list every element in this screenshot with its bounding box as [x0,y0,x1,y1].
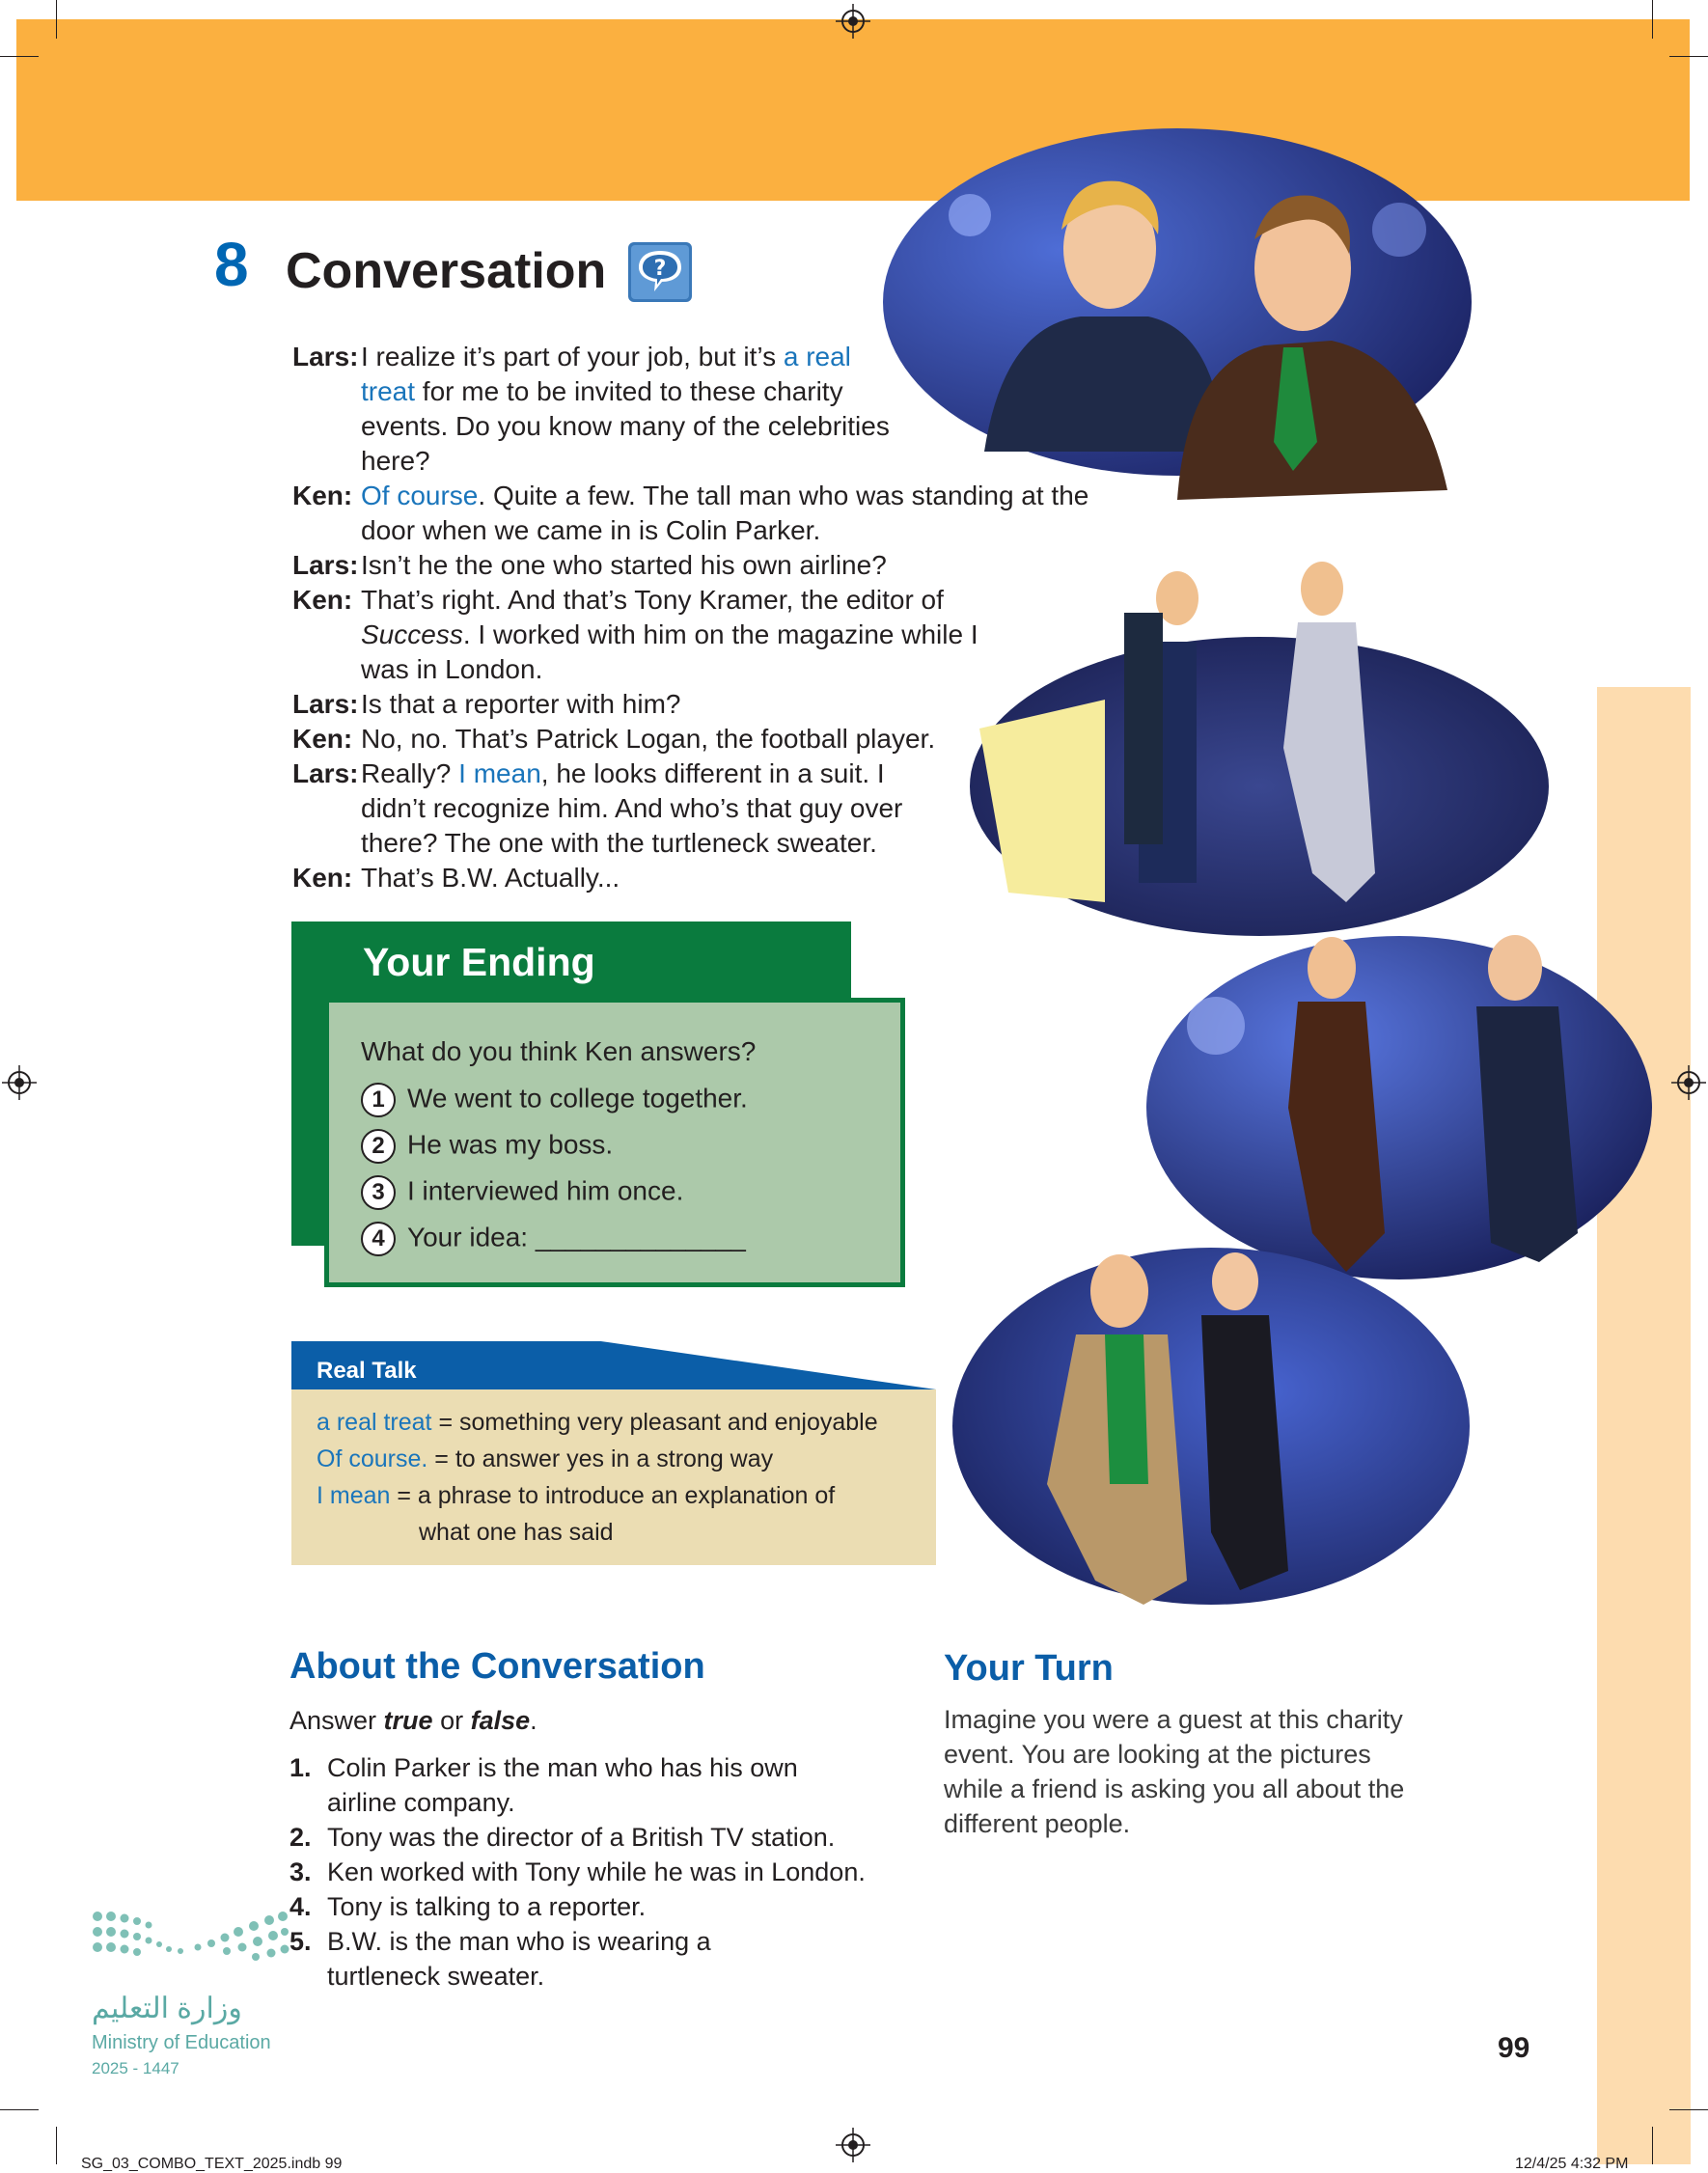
print-slug-date: 12/4/25 4:32 PM [1515,2156,1629,2172]
ending-prompt: What do you think Ken answers? [361,1036,757,1066]
dialogue-text: door when we came in is Colin Parker. [361,515,821,545]
ending-option[interactable] [361,1129,613,1164]
question-item [289,1750,907,1820]
ministry-year: 2025 - 1447 [92,2059,179,2077]
dialogue-line [289,756,1158,861]
crop-mark [1669,56,1708,57]
speech-bubble-question-icon[interactable] [627,241,693,303]
real-talk-definition: = a phrase to introduce an explanation of [390,1482,836,1509]
dialogue [289,340,1158,895]
ministry-english-name: Ministry of Education [92,2032,271,2053]
speaker-label: Lars: [292,342,359,371]
option-text: We went to college together. [407,1083,748,1114]
question-text: airline company. [327,1788,515,1817]
dialogue-text: Is that a reporter with him? [361,689,681,719]
about-instruction: Answer true or false. [289,1706,537,1735]
highlight-term: a real [783,342,851,371]
option-number: 2 [361,1129,396,1164]
option-text: Your idea: ______________ [407,1222,746,1252]
question-text: Tony is talking to a reporter. [327,1892,647,1921]
dialogue-text: was in London. [361,654,543,684]
question-number: 1. [289,1753,312,1782]
real-talk-definition: = to answer yes in a strong way [427,1445,774,1472]
dialogue-text: . Quite a few. The tall man who was standing at the [478,481,1089,510]
real-talk-entry [317,1482,835,1510]
speaker-label: Ken: [292,585,353,615]
crop-mark [0,56,39,57]
highlight-term: I mean [458,758,541,788]
question-text: turtleneck sweater. [327,1962,545,1991]
option-text: I interviewed him once. [407,1175,684,1206]
magazine-title: Success [361,619,463,649]
dialogue-text: for me to be invited to these charity [415,376,843,406]
section-number: 8 [214,230,249,299]
real-talk-continuation: what one has said [419,1519,614,1546]
question-text: Colin Parker is the man who has his own [327,1753,798,1782]
dialogue-text: No, no. That’s Patrick Logan, the football player. [361,724,936,754]
real-talk-term: I mean [317,1482,391,1509]
crop-mark [56,2127,57,2164]
speaker-label: Ken: [292,863,353,893]
dialogue-text: didn’t recognize him. And who’s that guy over [361,793,903,823]
real-talk-entry [317,1445,773,1473]
speaker-label: Lars: [292,550,359,580]
registration-mark-icon [836,2128,870,2162]
option-text: He was my boss. [407,1129,614,1160]
dialogue-text: Isn’t he the one who started his own airline? [361,550,887,580]
ending-option[interactable] [361,1222,746,1256]
print-slug-file: SG_03_COMBO_TEXT_2025.indb 99 [81,2156,343,2172]
dialogue-text: That’s right. And that’s Tony Kramer, the editor of [361,585,944,615]
illustration-athlete-and-editor [1143,915,1655,1281]
illustration-turtleneck-man [950,1243,1472,1609]
dialogue-line [289,340,1158,479]
registration-mark-icon [2,1065,37,1100]
crop-mark [56,0,57,39]
real-talk-entry [317,1409,878,1437]
question-item [289,1889,907,1924]
ministry-arabic-name: وزارة التعليم [92,1993,242,2024]
svg-text:?: ? [653,257,667,281]
dialogue-text: Really? [361,758,459,788]
ending-option[interactable] [361,1175,683,1210]
question-item [289,1820,907,1855]
crop-mark [0,2109,39,2110]
dialogue-text: That’s B.W. Actually... [361,863,620,893]
ministry-dots-icon [92,1909,289,1967]
crop-mark [1652,0,1653,39]
dialogue-line [289,687,1158,722]
question-text: B.W. is the man who is wearing a [327,1927,711,1956]
dialogue-text: events. Do you know many of the celebrities [361,411,890,441]
dialogue-line [289,583,1158,687]
about-title: About the Conversation [289,1646,705,1687]
dialogue-text: there? The one with the turtleneck sweater. [361,828,877,858]
question-text: Ken worked with Tony while he was in London. [327,1857,866,1886]
question-number: 4. [289,1892,312,1921]
highlight-term: treat [361,376,416,406]
dialogue-text: here? [361,446,430,476]
question-number: 3. [289,1857,312,1886]
speaker-label: Lars: [292,758,359,788]
dialogue-line [289,861,1158,895]
real-talk-term: a real treat [317,1409,432,1436]
question-number: 2. [289,1823,312,1852]
option-number: 4 [361,1222,396,1256]
question-item [289,1924,907,1994]
speaker-label: Ken: [292,724,353,754]
crop-mark [1652,2127,1653,2164]
dialogue-text: . I worked with him on the magazine while I [462,619,978,649]
dialogue-line [289,548,1158,583]
ending-option[interactable] [361,1083,748,1117]
section-title: Conversation [286,243,607,299]
option-number: 1 [361,1083,396,1117]
page-number: 99 [1498,2032,1530,2064]
dialogue-text: , he looks different in a suit. I [540,758,885,788]
ending-title: Your Ending [363,940,595,984]
registration-mark-icon [1671,1065,1706,1100]
real-talk-title: Real Talk [317,1358,417,1384]
dialogue-text: I realize it’s part of your job, but it’s [361,342,784,371]
question-item [289,1855,907,1889]
crop-mark [1669,2109,1708,2110]
option-number: 3 [361,1175,396,1210]
real-talk-term: Of course. [317,1445,428,1472]
speaker-label: Lars: [292,689,359,719]
dialogue-line [289,722,1158,756]
real-talk-definition: = something very pleasant and enjoyable [431,1409,878,1436]
your-turn-body: Imagine you were a guest at this charity event. You are looking at the pictures while a friend is asking you all about the different people. [944,1705,1405,1838]
speaker-label: Ken: [292,481,353,510]
question-text: Tony was the director of a British TV station. [327,1823,836,1852]
dialogue-line [289,479,1158,548]
highlight-term: Of course [361,481,479,510]
question-number: 5. [289,1927,312,1956]
your-turn-title: Your Turn [944,1648,1114,1689]
side-band [1597,687,1691,2164]
registration-mark-icon [836,4,870,39]
